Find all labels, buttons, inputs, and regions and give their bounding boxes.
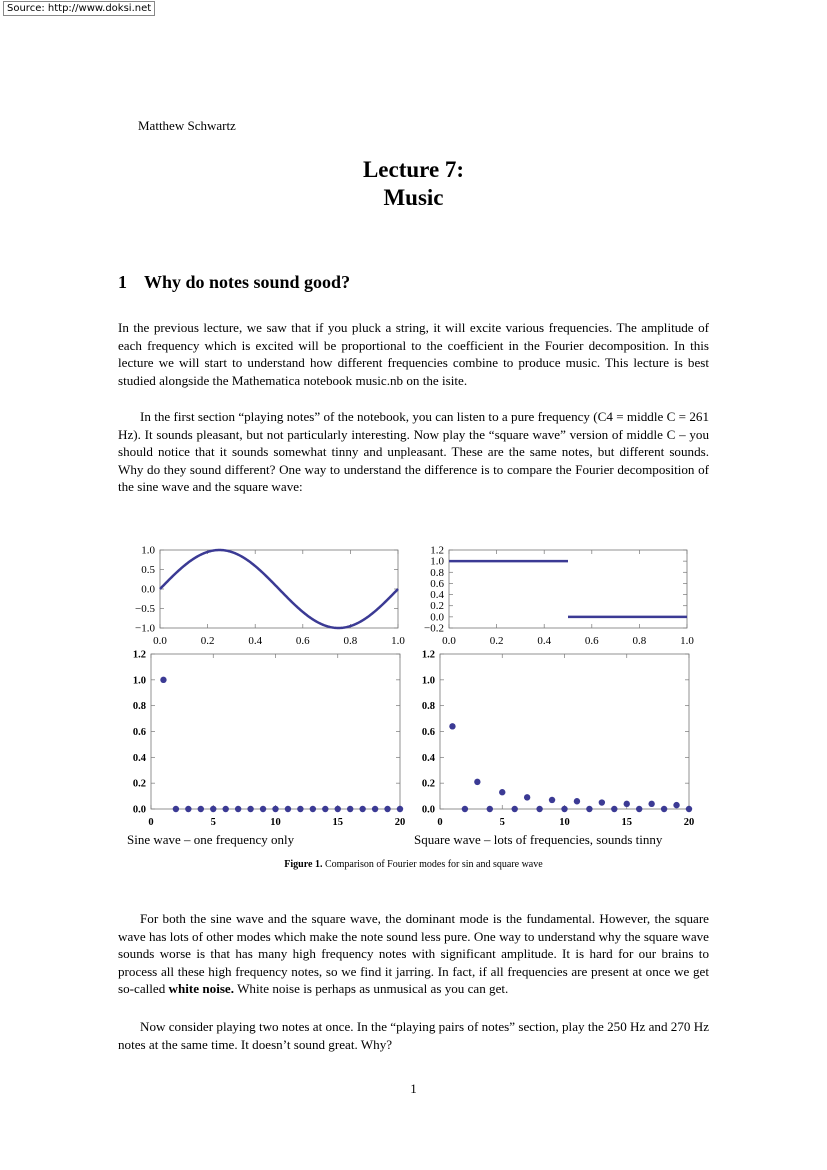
title-line-2: Music: [383, 185, 444, 210]
caption-square: Square wave – lots of frequencies, sounds tinny: [414, 832, 663, 847]
sine-fourier-modes-point: [372, 806, 378, 812]
square-fourier-modes-xtick-label: 15: [621, 817, 632, 828]
sine-fourier-modes-point: [198, 806, 204, 812]
sine-fourier-modes-ytick-label: 1.0: [132, 675, 146, 687]
square-fourier-modes-frame: [440, 654, 689, 809]
square-fourier-modes-ytick-label: 0.4: [421, 752, 435, 764]
square-fourier-modes-point: [686, 806, 692, 812]
lecture-title: [0, 156, 827, 212]
sine-wave-ytick-label: 0.5: [141, 564, 155, 576]
figure-caption-text: Comparison of Fourier modes for sin and square wave: [324, 859, 543, 870]
square-fourier-modes-point: [524, 794, 530, 800]
square-fourier-modes-ytick-label: 0.0: [421, 804, 435, 816]
square-fourier-modes-point: [549, 797, 555, 803]
section-heading: [118, 272, 350, 293]
p3-text-after: White noise is perhaps as unmusical as you can get.: [237, 981, 509, 997]
sine-wave-xtick-label: 0.2: [200, 635, 215, 647]
square-fourier-modes-point: [462, 806, 468, 812]
square-wave-ytick-label: 0.2: [430, 600, 444, 613]
sine-wave-ytick-label: 0.0: [141, 583, 155, 596]
p3-white-noise: white noise.: [168, 981, 235, 997]
section-number: 1: [118, 272, 127, 292]
square-fourier-modes-point: [636, 806, 642, 812]
sine-wave-xtick-label: 0.0: [153, 635, 167, 647]
sine-fourier-modes-ytick-label: 0.8: [132, 701, 146, 713]
square-wave-ytick-label: 1.2: [430, 544, 444, 557]
square-fourier-modes-point: [648, 801, 654, 807]
sine-fourier-modes-point: [210, 806, 216, 812]
sine-wave-xtick-label: 0.6: [295, 635, 310, 647]
square-fourier-modes-point: [474, 779, 480, 785]
square-fourier-modes-point: [599, 799, 605, 805]
sine-wave-ytick-label: −0.5: [135, 603, 155, 615]
square-fourier-modes-point: [611, 806, 617, 812]
sine-fourier-modes-point: [347, 806, 353, 812]
square-wave-ytick-label: 0.6: [430, 577, 444, 590]
sine-fourier-modes-point: [297, 806, 303, 812]
paragraph-playing-notes: In the first section “playing notes” of the notebook, you can listen to a pure frequency (C4 = middle C = 261 Hz). It sounds pleasant, but not particularly interesting. Now play the “square wave” version of middle C – you should notice that it sounds somewhat tinny and unpleasant. These are the same notes, but different sounds. Why do they sound different? One way to understand the difference is to compare the Fourier decomposition of the sine wave and the square wave:: [118, 409, 709, 495]
square-wave-xtick-label: 0.6: [584, 635, 599, 647]
figure-caption: [0, 859, 827, 870]
sine-wave-ytick-label: −1.0: [135, 622, 155, 635]
sine-fourier-modes-point: [397, 806, 403, 812]
author-name: Matthew Schwartz: [138, 118, 236, 133]
sine-fourier-modes-point: [322, 806, 328, 812]
square-fourier-modes-point: [561, 806, 567, 812]
square-fourier-modes-ytick-label: 1.2: [421, 649, 435, 661]
square-fourier-modes-xtick-label: 5: [499, 817, 505, 828]
sine-fourier-modes-point: [247, 806, 253, 812]
sine-fourier-modes-point: [359, 806, 365, 812]
sine-fourier-modes-point: [260, 806, 266, 812]
paragraph-square-wave: [118, 910, 709, 998]
square-fourier-modes-xtick-label: 20: [683, 817, 695, 828]
square-fourier-modes-point: [536, 806, 542, 812]
square-wave-ytick-label: 0.4: [430, 589, 444, 602]
sine-wave-xtick-label: 1.0: [391, 635, 405, 647]
figure-svg: [118, 540, 709, 840]
square-wave-ytick-label: 0.8: [430, 566, 444, 579]
sine-wave-ytick-label: 1.0: [141, 544, 155, 557]
sine-fourier-modes-ytick-label: 0.2: [132, 778, 146, 790]
sine-fourier-modes-point: [272, 806, 278, 812]
square-fourier-modes-ytick-label: 1.0: [421, 675, 435, 687]
sine-fourier-modes-ytick-label: 0.0: [132, 804, 146, 816]
sine-fourier-modes-point: [310, 806, 316, 812]
sine-wave-xtick-label: 0.4: [248, 635, 263, 647]
paragraph-intro: In the previous lecture, we saw that if you pluck a string, it will excite various frequencies. The amplitude of each frequency which is excited will be proportional to the coefficient in the Fourier decomposition. In this lecture we will start to understand how different frequencies combine to produce music. This lecture is best studied alongside the Mathematica notebook music.nb on the isite.: [118, 320, 709, 388]
square-wave-xtick-label: 0.2: [489, 635, 504, 647]
square-fourier-modes-ytick-label: 0.6: [421, 727, 435, 738]
square-fourier-modes-point: [449, 723, 455, 729]
square-fourier-modes-point: [586, 806, 592, 812]
sine-wave-xtick-label: 0.8: [343, 635, 358, 647]
square-fourier-modes-point: [499, 789, 505, 795]
square-fourier-modes-ytick-label: 0.2: [421, 778, 435, 790]
sine-wave-curve: [160, 550, 398, 628]
figure-plots: [118, 540, 709, 860]
square-fourier-modes-ytick-label: 0.8: [421, 701, 435, 713]
sine-fourier-modes-ytick-label: 1.2: [132, 649, 146, 661]
square-wave-ytick-label: 1.0: [430, 555, 444, 568]
square-fourier-modes-point: [574, 798, 580, 804]
square-wave-xtick-label: 0.0: [442, 635, 456, 647]
sine-fourier-modes-ytick-label: 0.4: [132, 752, 146, 764]
square-fourier-modes-xtick-label: 0: [437, 817, 443, 828]
sine-fourier-modes-frame: [151, 654, 400, 809]
sine-fourier-modes-xtick-label: 20: [394, 817, 406, 828]
square-wave-xtick-label: 0.8: [632, 635, 647, 647]
sine-fourier-modes-point: [335, 806, 341, 812]
sine-fourier-modes-point: [173, 806, 179, 812]
sine-fourier-modes-xtick-label: 5: [210, 817, 216, 828]
caption-sine: Sine wave – one frequency only: [127, 832, 295, 847]
sine-fourier-modes-point: [185, 806, 191, 812]
sine-fourier-modes-point: [223, 806, 229, 812]
square-fourier-modes-xtick-label: 10: [559, 817, 570, 828]
figure-caption-label: Figure 1.: [284, 859, 323, 870]
square-fourier-modes-point: [661, 806, 667, 812]
paragraph-pairs-of-notes: Now consider playing two notes at once. In the “playing pairs of notes” section, play the 250 Hz and 270 Hz notes at the same time. It doesn’t sound great. Why?: [118, 1019, 709, 1052]
source-label: Source: http://www.doksi.net: [3, 1, 155, 16]
p3-text-before: For both the sine wave and the square wave, the dominant mode is the fundamental. However, the square wave has lots of other modes which make the note sound less pure. One way to understand why the square wave sounds worse is that has many high frequency notes with significant amplitude. It is hard for our brains to process all these high frequency notes, so we find it jarring. In fact, if all frequencies are present at once we get so-called: [118, 911, 709, 997]
title-line-1: Lecture 7:: [362, 157, 465, 182]
sine-fourier-modes-xtick-label: 10: [270, 817, 281, 828]
square-fourier-modes-point: [512, 806, 518, 812]
sine-fourier-modes-point: [235, 806, 241, 812]
square-fourier-modes-point: [673, 802, 679, 808]
sine-fourier-modes-point: [285, 806, 291, 812]
sine-fourier-modes-xtick-label: 0: [148, 817, 154, 828]
square-fourier-modes-point: [624, 801, 630, 807]
square-fourier-modes-point: [487, 806, 493, 812]
section-title: Why do notes sound good?: [144, 272, 351, 292]
square-wave-ytick-label: −0.2: [424, 622, 444, 635]
sine-fourier-modes-xtick-label: 15: [332, 817, 343, 828]
square-wave-ytick-label: 0.0: [430, 611, 444, 624]
sine-fourier-modes-point: [160, 677, 166, 683]
page-number: 1: [410, 1081, 417, 1096]
square-wave-xtick-label: 1.0: [680, 635, 694, 647]
sine-fourier-modes-ytick-label: 0.6: [132, 727, 146, 738]
sine-fourier-modes-point: [384, 806, 390, 812]
square-wave-xtick-label: 0.4: [537, 635, 552, 647]
